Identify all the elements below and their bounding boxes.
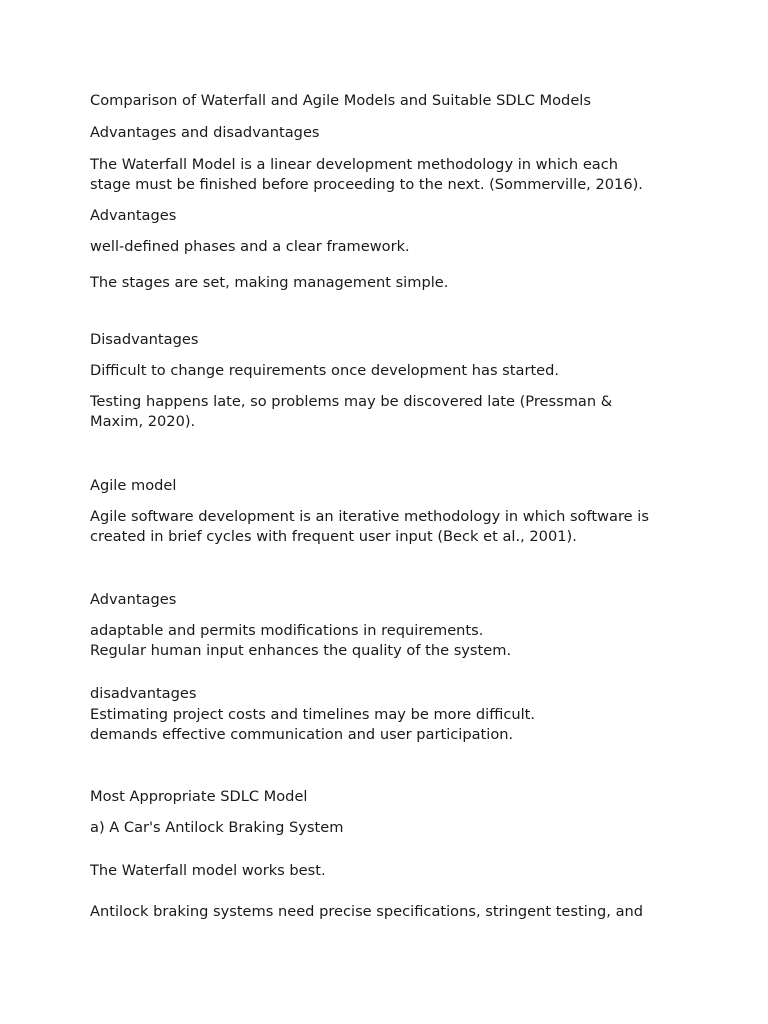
agile-advantages-heading: Advantages [90, 591, 177, 608]
agile-advantage-item: Regular human input enhances the quality of the system. [90, 642, 512, 659]
agile-advantage-item: adaptable and permits modifications in requirements. [90, 622, 484, 639]
waterfall-advantage-item: The stages are set, making management simple. [90, 274, 449, 291]
agile-disadvantage-item: Estimating project costs and timelines may be more difficult. [90, 706, 536, 723]
agile-disadvantages-heading: disadvantages [90, 685, 197, 702]
waterfall-disadvantage-item: Testing happens late, so problems may be discovered late (Pressman & [90, 393, 613, 410]
case-a-heading: a) A Car's Antilock Braking System [90, 819, 344, 836]
waterfall-disadvantages-heading: Disadvantages [90, 331, 199, 348]
agile-intro-line-2: created in brief cycles with frequent user input (Beck et al., 2001). [90, 528, 577, 545]
waterfall-disadvantage-item-continued: Maxim, 2020). [90, 413, 196, 430]
sdlc-heading: Most Appropriate SDLC Model [90, 788, 308, 805]
waterfall-advantages-heading: Advantages [90, 207, 177, 224]
agile-intro-line-1: Agile software development is an iterative methodology in which software is [90, 508, 649, 525]
document-title: Comparison of Waterfall and Agile Models and Suitable SDLC Models [90, 92, 591, 109]
agile-heading: Agile model [90, 477, 177, 494]
section-heading-advantages-disadvantages: Advantages and disadvantages [90, 124, 320, 141]
waterfall-intro-line-2: stage must be finished before proceeding to the next. (Sommerville, 2016). [90, 176, 643, 193]
agile-disadvantage-item: demands effective communication and user participation. [90, 726, 514, 743]
waterfall-intro-line-1: The Waterfall Model is a linear development methodology in which each [90, 156, 619, 173]
waterfall-advantage-item: well-defined phases and a clear framework. [90, 238, 410, 255]
case-a-answer: The Waterfall model works best. [90, 862, 326, 879]
case-a-reason: Antilock braking systems need precise specifications, stringent testing, and [90, 903, 644, 920]
waterfall-disadvantage-item: Difficult to change requirements once development has started. [90, 362, 560, 379]
